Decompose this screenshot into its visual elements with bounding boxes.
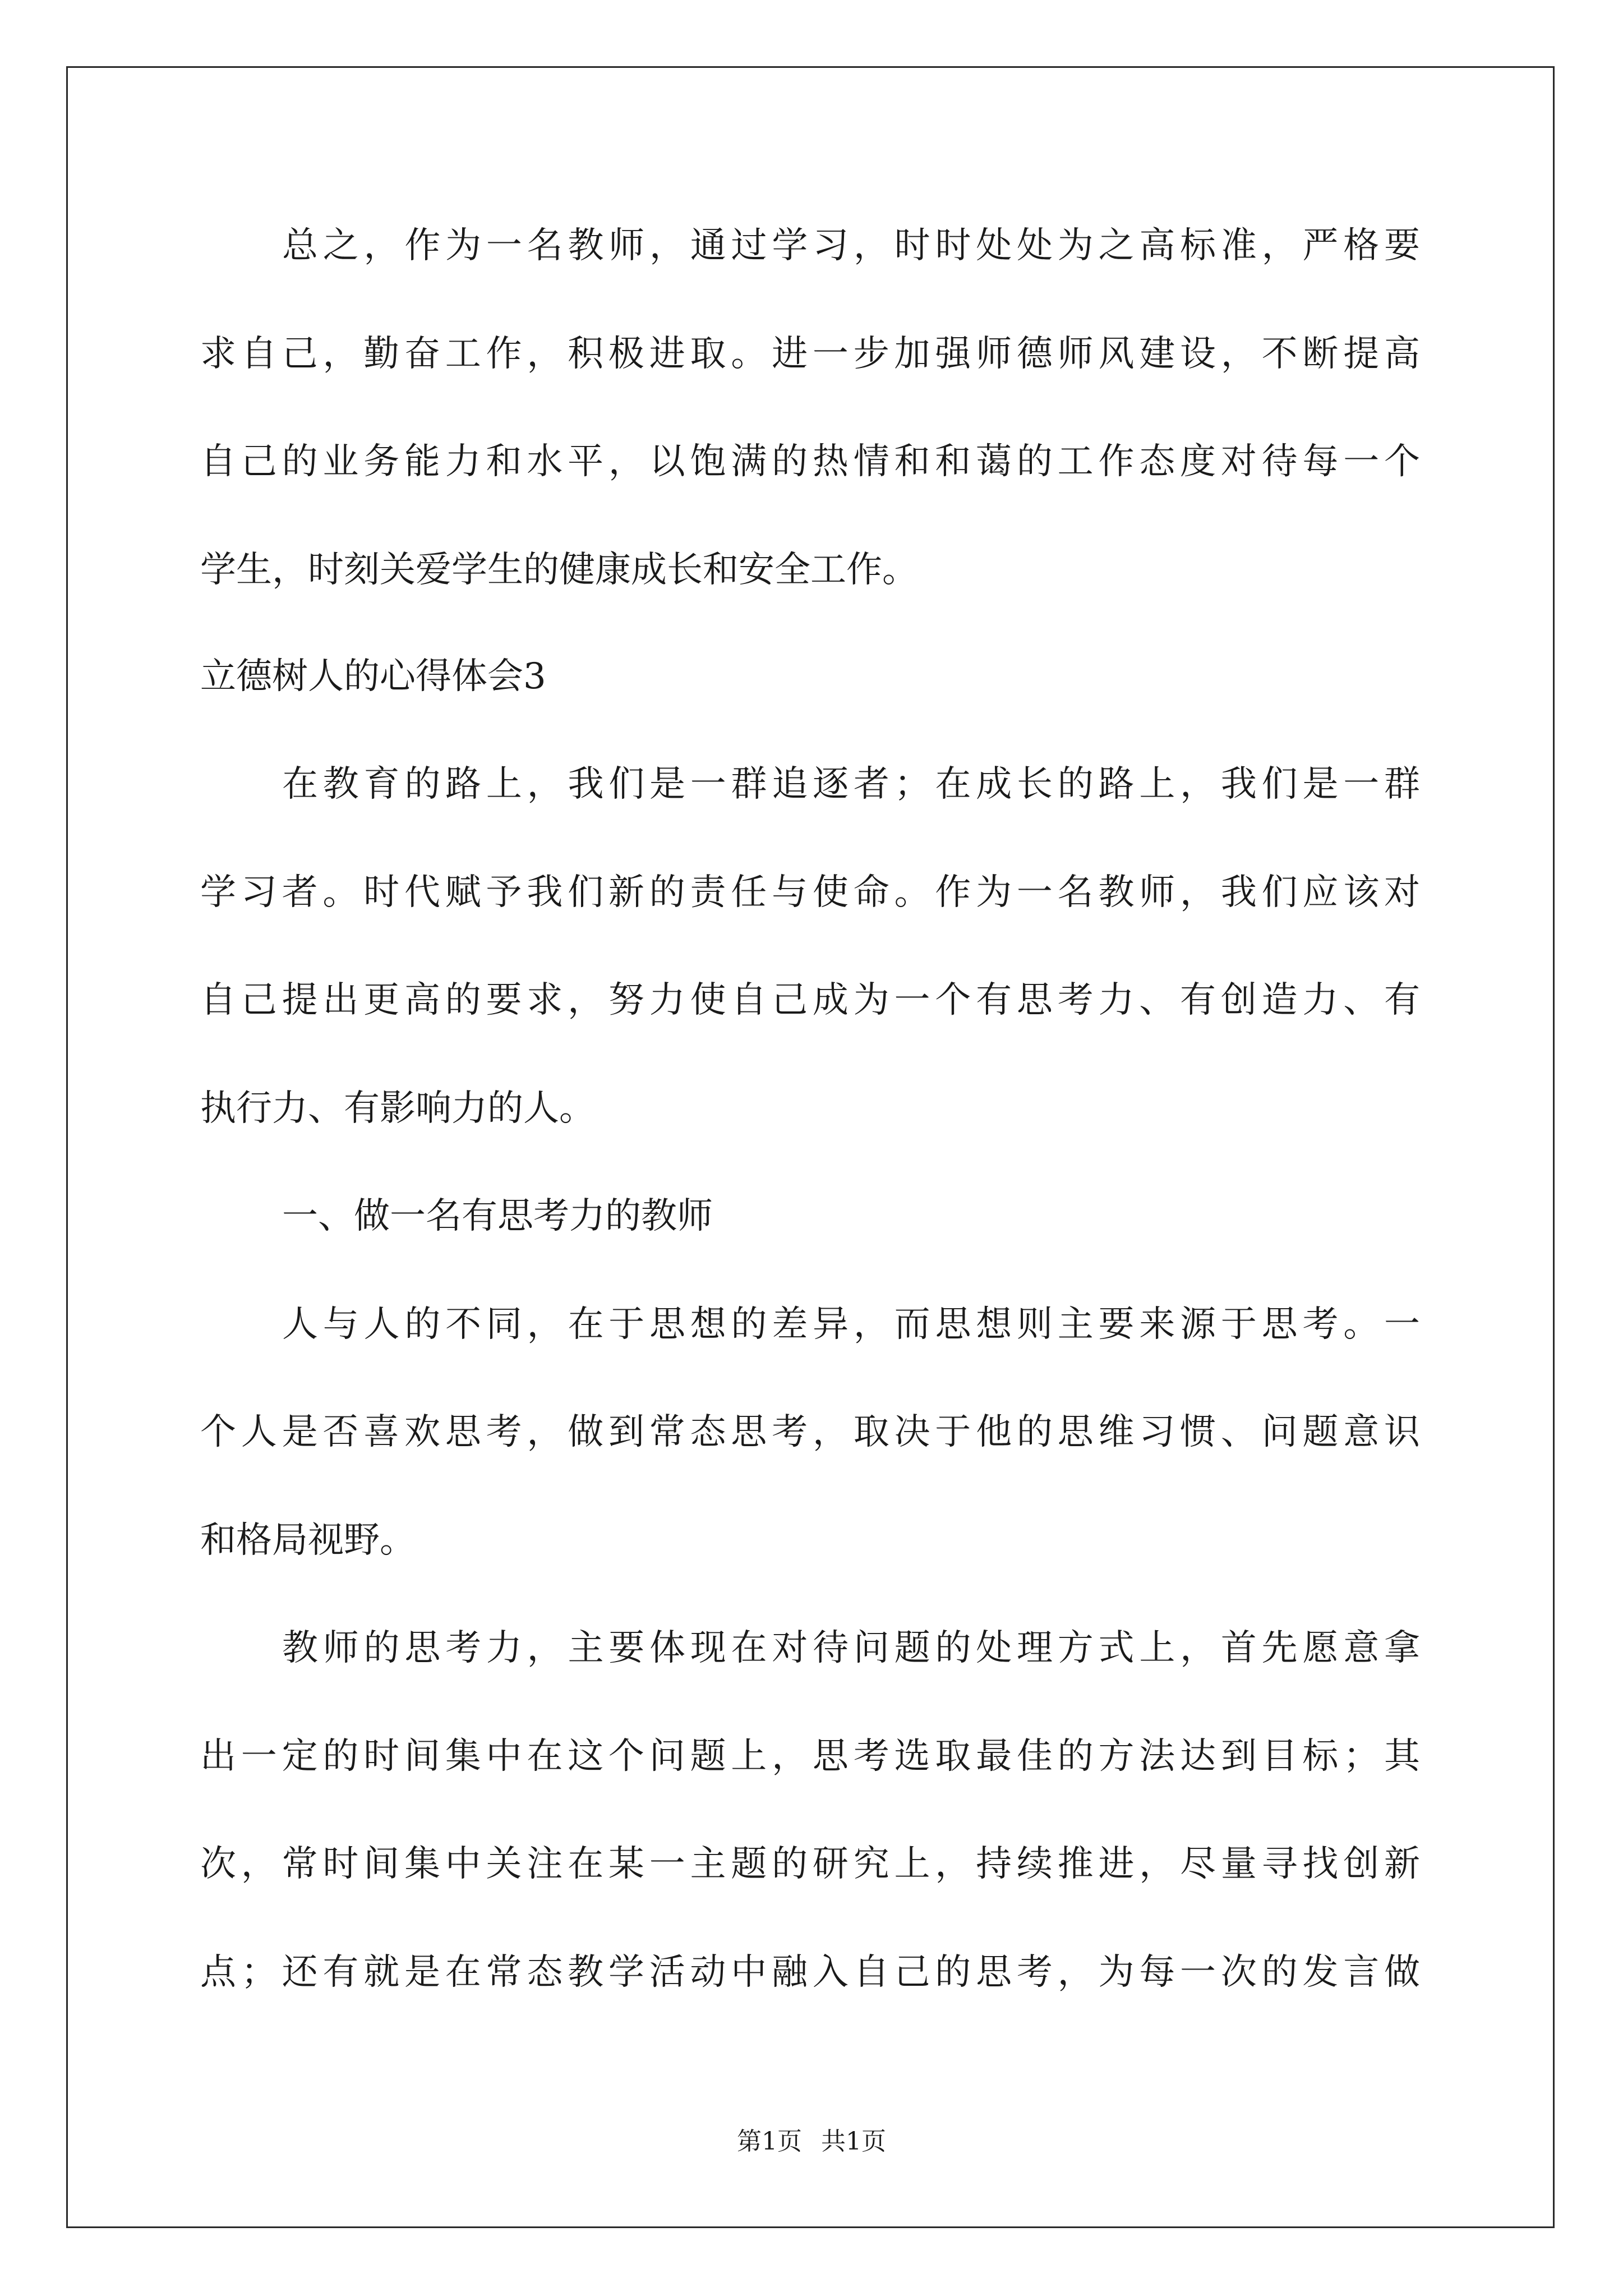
paragraph-line: 自己的业务能力和水平，以饱满的热情和和蔼的工作态度对待每一个 [200, 441, 1420, 482]
section-heading: 立德树人的心得体会3 [200, 656, 546, 697]
paragraph-line: 个人是否喜欢思考，做到常态思考，取决于他的思维习惯、问题意识 [200, 1411, 1420, 1453]
paragraph-line: 和格局视野。 [200, 1520, 416, 1561]
page-total: 共1页 [821, 2127, 886, 2156]
paragraph-line: 执行力、有影响力的人。 [200, 1088, 595, 1129]
paragraph-line: 人与人的不同，在于思想的差异，而思想则主要来源于思考。一 [282, 1304, 1420, 1345]
paragraph-line: 学习者。时代赋予我们新的责任与使命。作为一名教师，我们应该对 [200, 872, 1420, 913]
paragraph-line: 教师的思考力，主要体现在对待问题的处理方式上，首先愿意拿 [282, 1627, 1420, 1669]
paragraph-line: 在教育的路上，我们是一群追逐者；在成长的路上，我们是一群 [282, 763, 1420, 805]
paragraph-line: 总之，作为一名教师，通过学习，时时处处为之高标准，严格要 [282, 225, 1420, 266]
subsection-heading: 一、做一名有思考力的教师 [282, 1195, 713, 1237]
paragraph-line: 出一定的时间集中在这个问题上，思考选取最佳的方法达到目标；其 [200, 1736, 1420, 1777]
paragraph-line: 自己提出更高的要求，努力使自己成为一个有思考力、有创造力、有 [200, 979, 1420, 1021]
paragraph-line: 学生，时刻关爱学生的健康成长和安全工作。 [200, 549, 918, 591]
paragraph-line: 点；还有就是在常态教学活动中融入自己的思考，为每一次的发言做 [200, 1952, 1420, 1993]
paragraph-line: 求自己，勤奋工作，积极进取。进一步加强师德师风建设，不断提高 [200, 333, 1420, 375]
page-footer [0, 2125, 1623, 2159]
page-number: 第1页 [737, 2127, 802, 2156]
paragraph-line: 次，常时间集中关注在某一主题的研究上，持续推进，尽量寻找创新 [200, 1843, 1420, 1885]
page-border [66, 66, 1555, 2228]
